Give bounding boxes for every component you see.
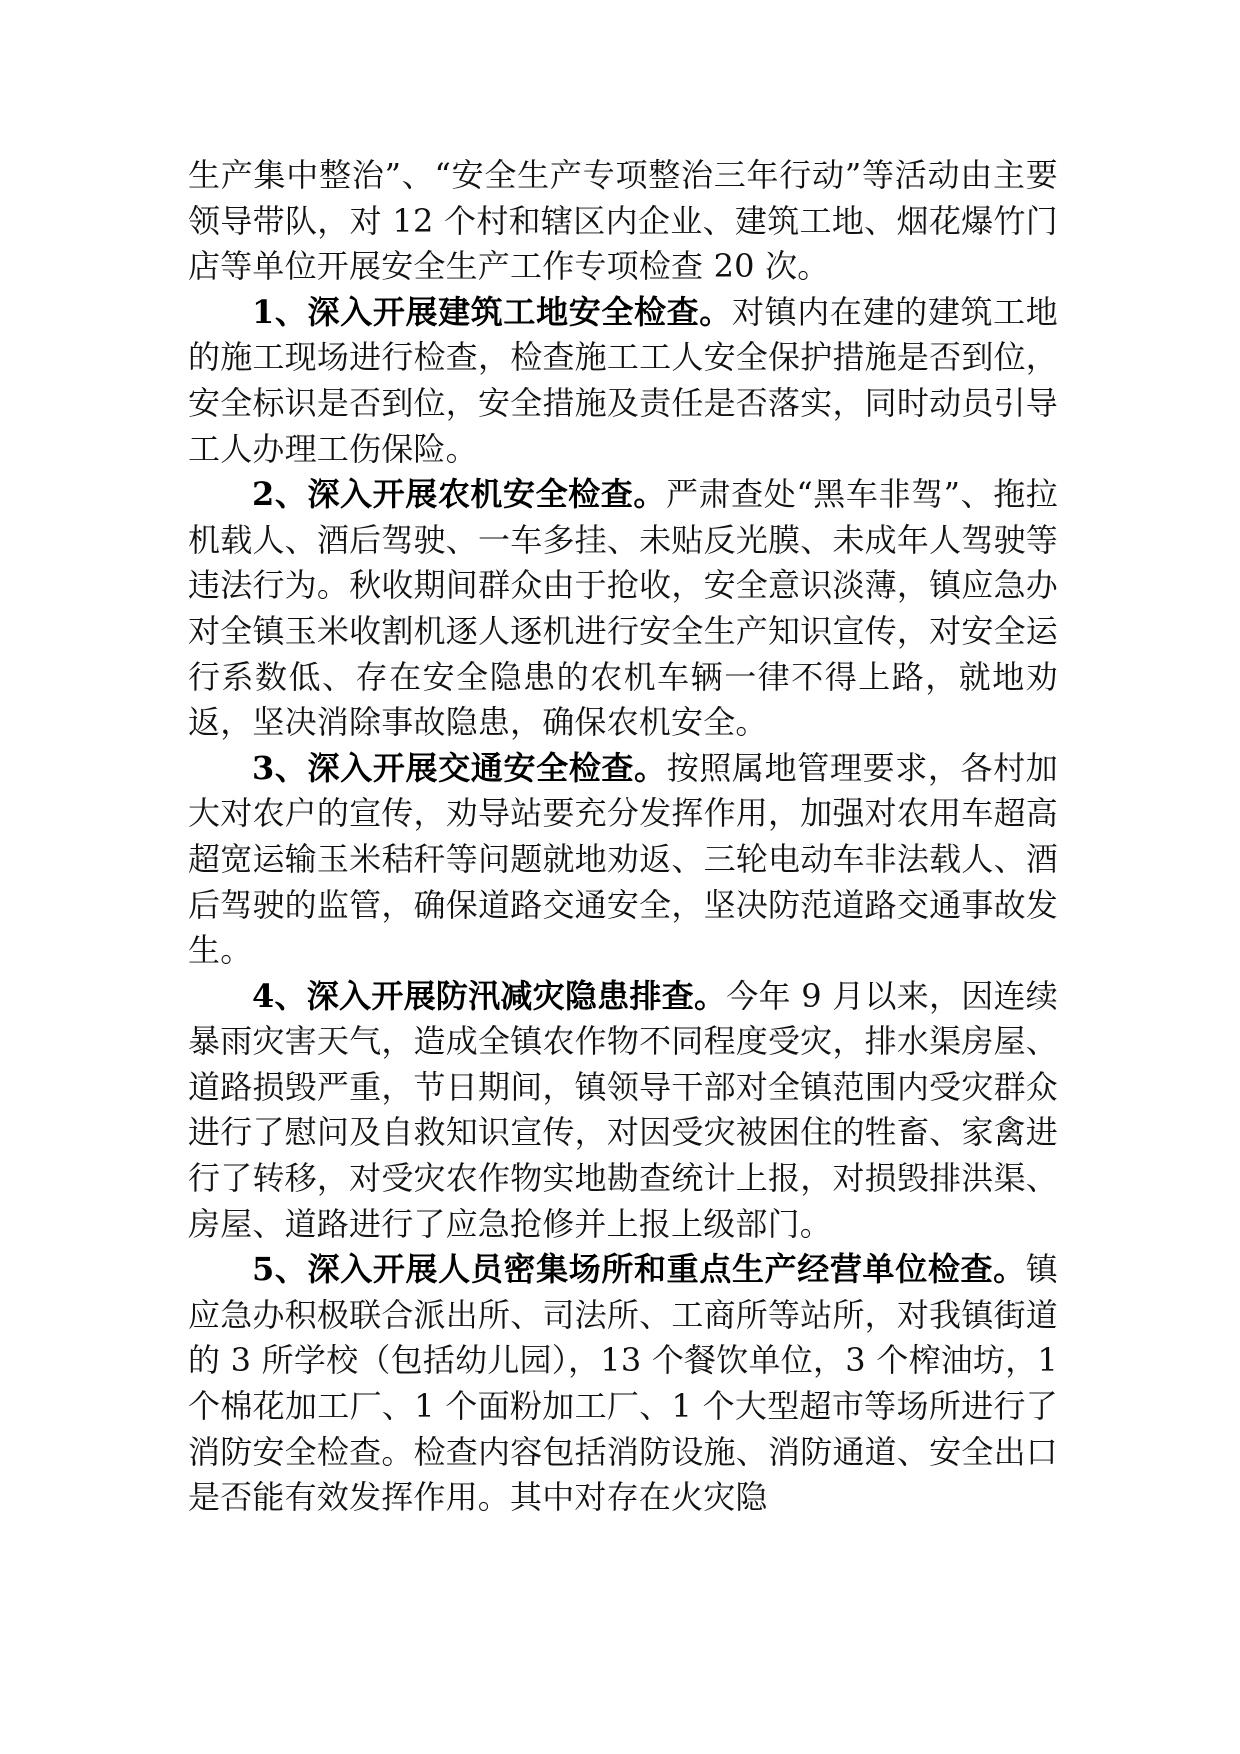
document-page	[188, 153, 1058, 1521]
paragraph-flood-prevention	[188, 974, 1058, 1248]
paragraph-text: 今年 9 月以来，因连续暴雨灾害天气，造成全镇农作物不同程度受灾，排水渠房屋、道路损毁严重，节日期间，镇领导干部对全镇范围内受灾群众进行了慰问及自救知识宣传，对因受灾被困住的牲畜、家禽进行了转移，对受灾农作物实地勘查统计上报，对损毁排洪渠、房屋、道路进行了应急抢修并上报上级部门。	[188, 976, 1058, 1243]
paragraph-farm-machinery-safety	[188, 472, 1058, 746]
section-heading: 3、深入开展交通安全检查。	[252, 748, 667, 787]
paragraph-text: 严肃查处“黑车非驾”、拖拉机载人、酒后驾驶、一车多挂、未贴反光膜、未成年人驾驶等违法行为。秋收期间群众由于抢收，安全意识淡薄，镇应急办对全镇玉米收割机逐人逐机进行安全生产知识宣传，对安全运行系数低、存在安全隐患的农机车辆一律不得上路，就地劝返，坚决消除事故隐患，确保农机安全。	[188, 475, 1058, 742]
paragraph-intro	[188, 153, 1058, 290]
paragraph-crowded-places	[188, 1247, 1058, 1521]
paragraph-text: 生产集中整治”、“安全生产专项整治三年行动”等活动由主要领导带队，对 12 个村和辖区内企业、建筑工地、烟花爆竹门店等单位开展安全生产工作专项检查 20 次。	[188, 156, 1058, 286]
paragraph-text: 镇应急办积极联合派出所、司法所、工商所等站所，对我镇街道的 3 所学校（包括幼儿园），13 个餐饮单位，3 个榨油坊，1 个棉花加工厂、1 个面粉加工厂、1 个大型超市等场所进行了消防安全检查。检查内容包括消防设施、消防通道、安全出口是否能有效发挥作用。其中对存在火灾隐	[188, 1250, 1058, 1517]
section-heading: 4、深入开展防汛减灾隐患排查。	[252, 976, 727, 1015]
paragraph-text: 对镇内在建的建筑工地的施工现场进行检查，检查施工工人安全保护措施是否到位，安全标识是否到位，安全措施及责任是否落实，同时动员引导工人办理工伤保险。	[188, 292, 1058, 468]
section-heading: 5、深入开展人员密集场所和重点生产经营单位检查。	[252, 1250, 1026, 1289]
paragraph-text: 按照属地管理要求，各村加大对农户的宣传，劝导站要充分发挥作用，加强对农用车超高超宽运输玉米秸秆等问题就地劝返、三轮电动车非法载人、酒后驾驶的监管，确保道路交通安全，坚决防范道路交通事故发生。	[188, 748, 1059, 970]
section-heading: 2、深入开展农机安全检查。	[252, 475, 666, 514]
paragraph-traffic-safety	[188, 746, 1058, 974]
paragraph-construction-safety	[188, 290, 1058, 472]
section-heading: 1、深入开展建筑工地安全检查。	[252, 292, 732, 331]
